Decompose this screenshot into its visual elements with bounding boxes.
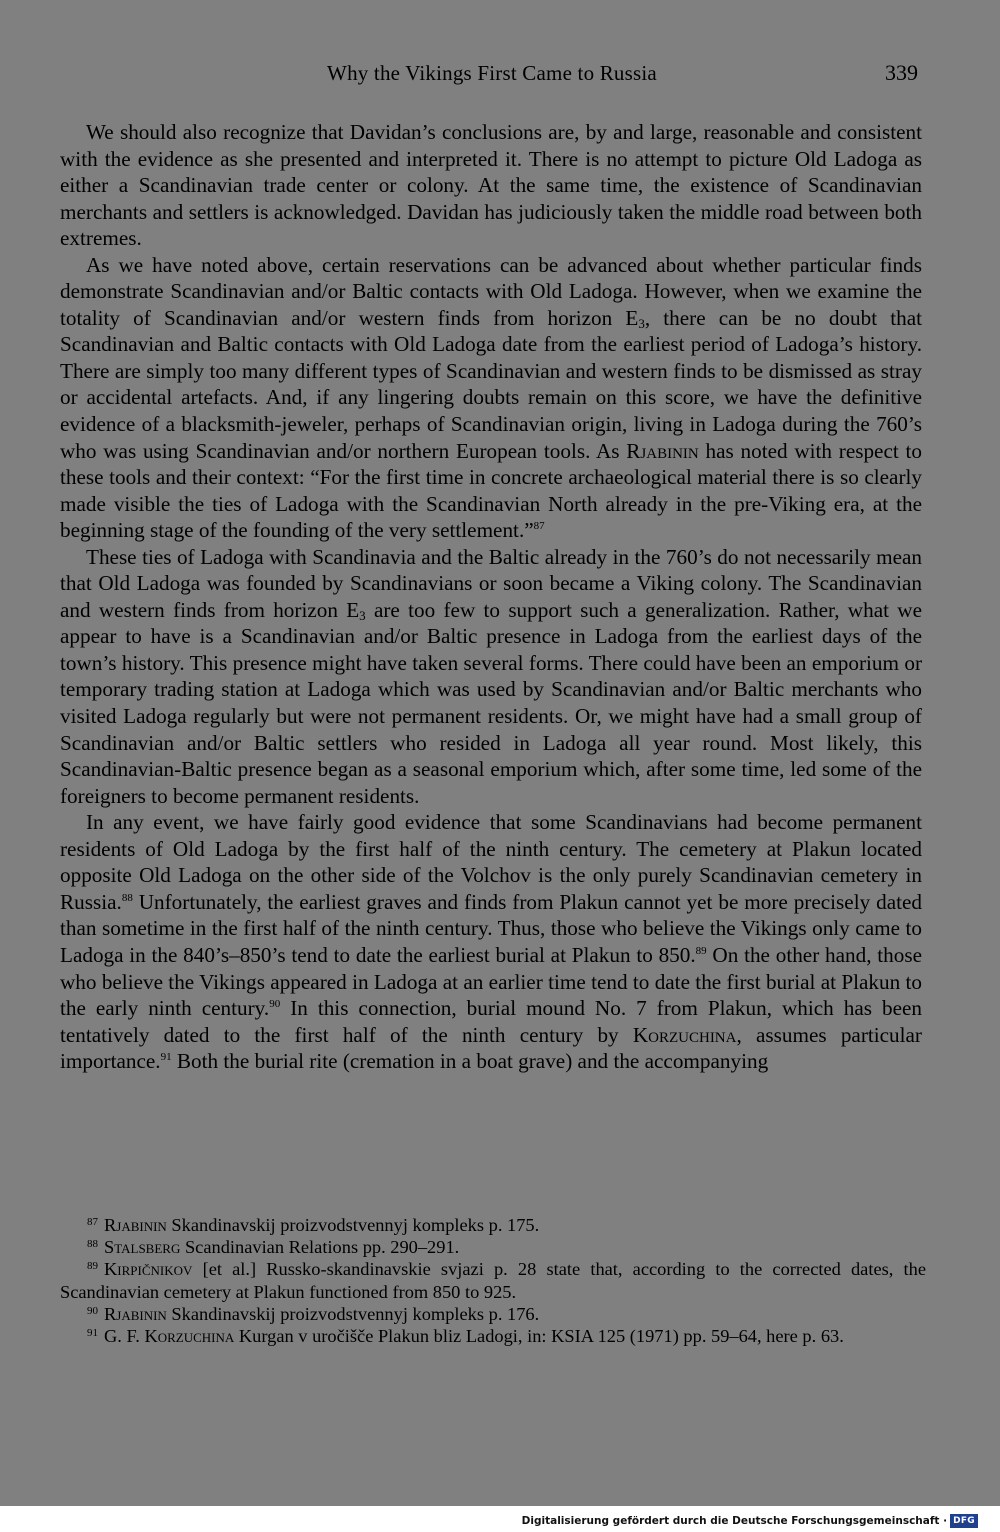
footnote-90	[60, 1303, 926, 1325]
footnote-88	[60, 1236, 926, 1258]
paragraph-4-part-c: On the other hand, those who believe the Vikings appeared in Ladoga at an earlier time tend to date the first burial at Plakun to the early ninth century.	[60, 942, 922, 1021]
paragraph-4-part-e: , assumes particular importance.	[60, 1022, 922, 1074]
footnote-text: [et al.] Russko-skandinavskie svjazi p. 28 state that, according to the corrected dates, the Scandinavian cemetery at Plakun functioned from 850 to 925.	[60, 1259, 926, 1302]
paragraph-2-part-b: , there can be no doubt that Scandinavian and Baltic contacts with Old Ladoga date from the earliest period of Ladoga’s history. There are simply too many different types of Scandinavian and western finds to be dismissed as stray or accidental artefacts. And, if any lingering doubts remain on this score, we have the definitive evidence of a blacksmith-jeweler, perhaps of Scandinavian origin, living in Ladoga during the 760’s who was using Scandinavian and/or northern European tools. As	[60, 305, 923, 463]
footnote-prefix: G. F.	[104, 1326, 145, 1347]
footnote-ref-88[interactable]: 88	[121, 891, 133, 904]
author-name: Korzuchina	[632, 1022, 737, 1047]
footnote-text: Kurgan v uročišče Plakun bliz Ladogi, in: KSIA 125 (1971) pp. 59–64, here p. 63.	[234, 1326, 844, 1347]
paragraph-4-part-a: In any event, we have fairly good evidence that some Scandinavians had become permanent residents of Old Ladoga by the first half of the ninth century. The cemetery at Plakun located opposite Old Ladoga on the other side of the Volchov is the only purely Scandinavian cemetery in Russia.	[60, 810, 922, 914]
author-name: Rjabinin	[626, 438, 699, 463]
footnote-ref-89[interactable]: 89	[695, 944, 707, 957]
paragraph-3	[60, 544, 922, 809]
footnote-author: Stalsberg	[104, 1237, 181, 1258]
footnote-number: 87	[87, 1216, 98, 1228]
paragraph-3-part-a: These ties of Ladoga with Scandinavia and the Baltic already in the 760’s do not necessarily mean that Old Ladoga was founded by Scandinavians or soon became a Viking colony. The Scandinavian and western finds from horizon E	[60, 544, 922, 622]
running-head	[60, 58, 924, 90]
body-text	[60, 119, 922, 1075]
footnote-text: Skandinavskij proizvodstvennyj kompleks p. 176.	[166, 1303, 540, 1324]
footnote-87	[60, 1214, 926, 1236]
footnote-number: 89	[87, 1260, 98, 1273]
footnote-number: 88	[87, 1238, 98, 1251]
paragraph-2	[60, 252, 922, 544]
running-title: Why the Vikings First Came to Russia	[327, 61, 657, 85]
footnote-ref-87[interactable]: 87	[533, 520, 545, 533]
footnote-text: Scandinavian Relations pp. 290–291.	[180, 1237, 460, 1258]
footnote-number: 90	[87, 1304, 98, 1317]
page-number: 339	[885, 60, 918, 85]
footnote-author: Rjabinin	[104, 1215, 167, 1235]
paragraph-2-part-a: As we have noted above, certain reservations can be advanced about whether particular finds demonstrate Scandinavian and/or Baltic contacts with Old Ladoga. However, when we examine the totality of Scandinavian and/or western finds from horizon E	[60, 252, 922, 330]
footnote-author: Korzuchina	[144, 1326, 235, 1347]
footnote-ref-90[interactable]: 90	[269, 998, 281, 1011]
footnote-number: 91	[87, 1327, 98, 1340]
footnote-author: Kirpičnikov	[104, 1259, 193, 1280]
paragraph-4	[60, 809, 922, 1074]
paragraph-4-part-b: Unfortunately, the earliest graves and finds from Plakun cannot yet be more precisely dated than sometime in the first half of the ninth century. Thus, those who believe the Vikings only came to Ladoga in the 840’s–850’s tend to date the earliest burial at Plakun to 850.	[60, 889, 922, 967]
footnote-91	[60, 1325, 926, 1347]
horizon-subscript: 3	[638, 315, 645, 331]
paragraph-1: We should also recognize that Davidan’s conclusions are, by and large, reasonable and consistent with the evidence as she presented and interpreted it. There is no attempt to picture Old Ladoga as either a Scandinavian trade center or colony. At the same time, the existence of Scandinavian merchants and settlers is acknowledged. Davidan has judiciously taken the middle road between both extremes.	[60, 120, 922, 251]
horizon-subscript: 3	[359, 607, 366, 623]
footnote-ref-91[interactable]: 91	[160, 1051, 172, 1064]
funding-text: Digitalisierung gefördert durch die Deutsche Forschungsgemeinschaft ·	[521, 1515, 948, 1527]
footnote-text: Skandinavskij proizvodstvennyj kompleks p. 175.	[166, 1215, 540, 1235]
paragraph-4-part-d: In this connection, burial mound No. 7 from Plakun, which has been tentatively dated to the first half of the ninth century by	[60, 996, 922, 1047]
footnote-89	[60, 1258, 926, 1302]
footnotes	[60, 1214, 926, 1347]
dfg-logo-icon: DFG	[950, 1514, 978, 1528]
paragraph-2-part-c: has noted with respect to these tools and their context: “For the first time in concrete archaeological material there is so clearly made visible the ties of Ladoga with the Scandinavian North already in the pre-Viking era, at the beginning stage of the founding of the very settlement.”	[60, 438, 922, 543]
paragraph-3-part-b: are too few to support such a generalization. Rather, what we appear to have is a Scandinavian and/or Baltic presence in Ladoga from the earliest days of the town’s history. This presence might have taken several forms. There could have been an emporium or temporary trading station at Ladoga which was used by Scandinavian and/or Baltic merchants who visited Ladoga regularly but were not permanent residents. Or, we might have had a small group of Scandinavian and/or Baltic settlers who resided in Ladoga all year round. Most likely, this Scandinavian-Baltic presence began as a seasonal emporium which, after some time, led some of the foreigners to become permanent residents.	[60, 597, 922, 808]
footnote-author: Rjabinin	[104, 1303, 167, 1324]
paragraph-4-part-f: Both the burial rite (cremation in a boat grave) and the accompanying	[171, 1049, 769, 1074]
funding-banner	[522, 1512, 978, 1530]
